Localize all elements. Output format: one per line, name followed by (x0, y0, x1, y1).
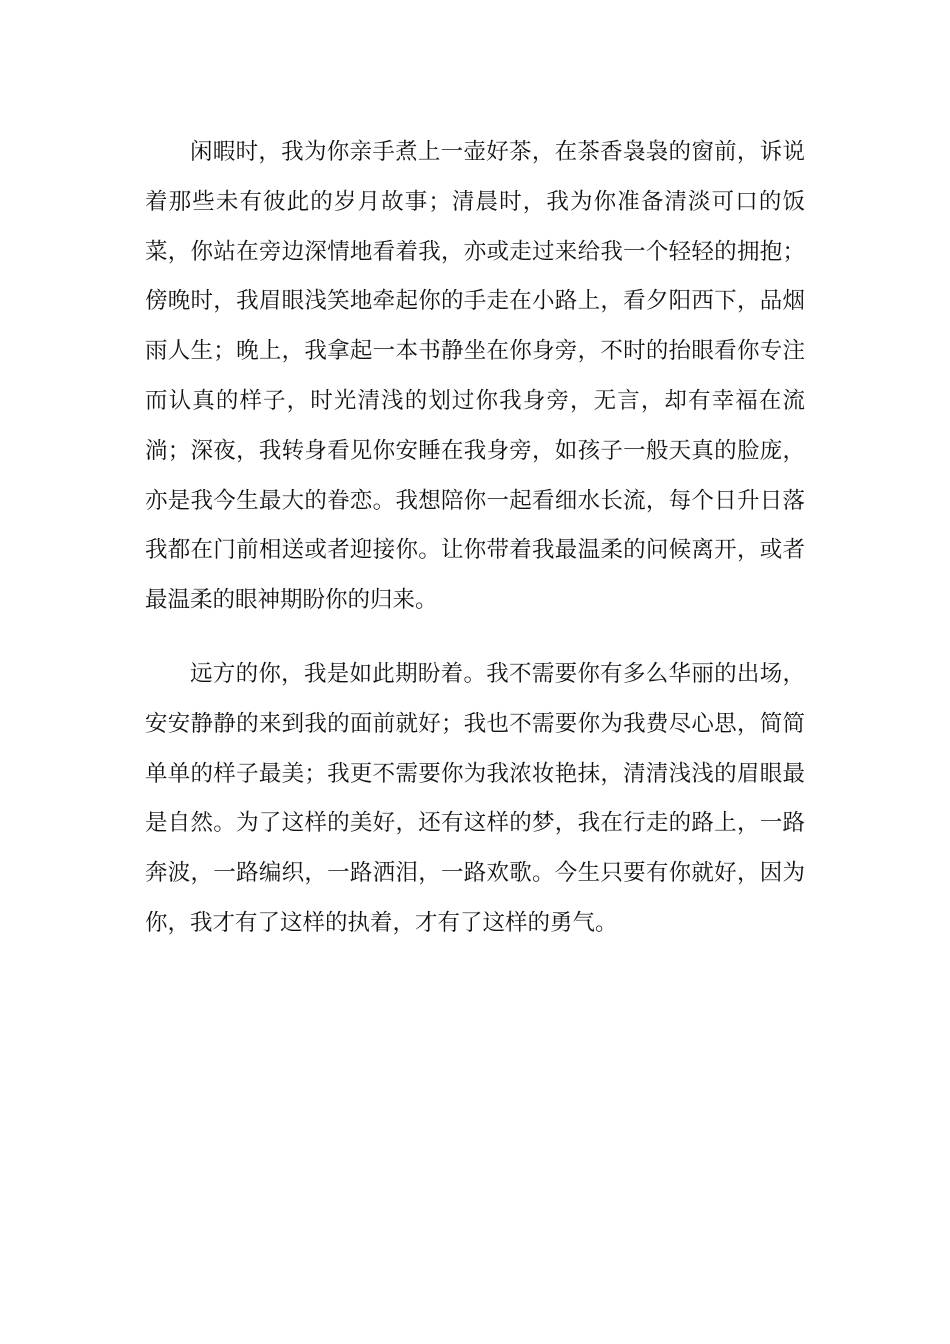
document-page (145, 128, 805, 949)
paragraph-1: 闲暇时，我为你亲手煮上一壶好茶，在茶香袅袅的窗前，诉说着那些未有彼此的岁月故事；清晨时，我为你准备清淡可口的饭菜，你站在旁边深情地看着我，亦或走过来给我一个轻轻的拥抱；傍晚时，我眉眼浅笑地牵起你的手走在小路上，看夕阳西下，品烟雨人生；晚上，我拿起一本书静坐在你身旁，不时的抬眼看你专注而认真的样子，时光清浅的划过你我身旁，无言，却有幸福在流淌；深夜，我转身看见你安睡在我身旁，如孩子一般天真的脸庞，亦是我今生最大的眷恋。我想陪你一起看细水长流，每个日升日落我都在门前相送或者迎接你。让你带着我最温柔的问候离开，或者最温柔的眼神期盼你的归来。 (145, 139, 805, 614)
paragraph-2: 远方的你，我是如此期盼着。我不需要你有多么华丽的出场，安安静静的来到我的面前就好；我也不需要你为我费尽心思，简简单单的样子最美；我更不需要你为我浓妆艳抹，清清浅浅的眉眼最是自然。为了这样的美好，还有这样的梦，我在行走的路上，一路奔波，一路编织，一路洒泪，一路欢歌。今生只要有你就好，因为你，我才有了这样的执着，才有了这样的勇气。 (145, 660, 805, 936)
